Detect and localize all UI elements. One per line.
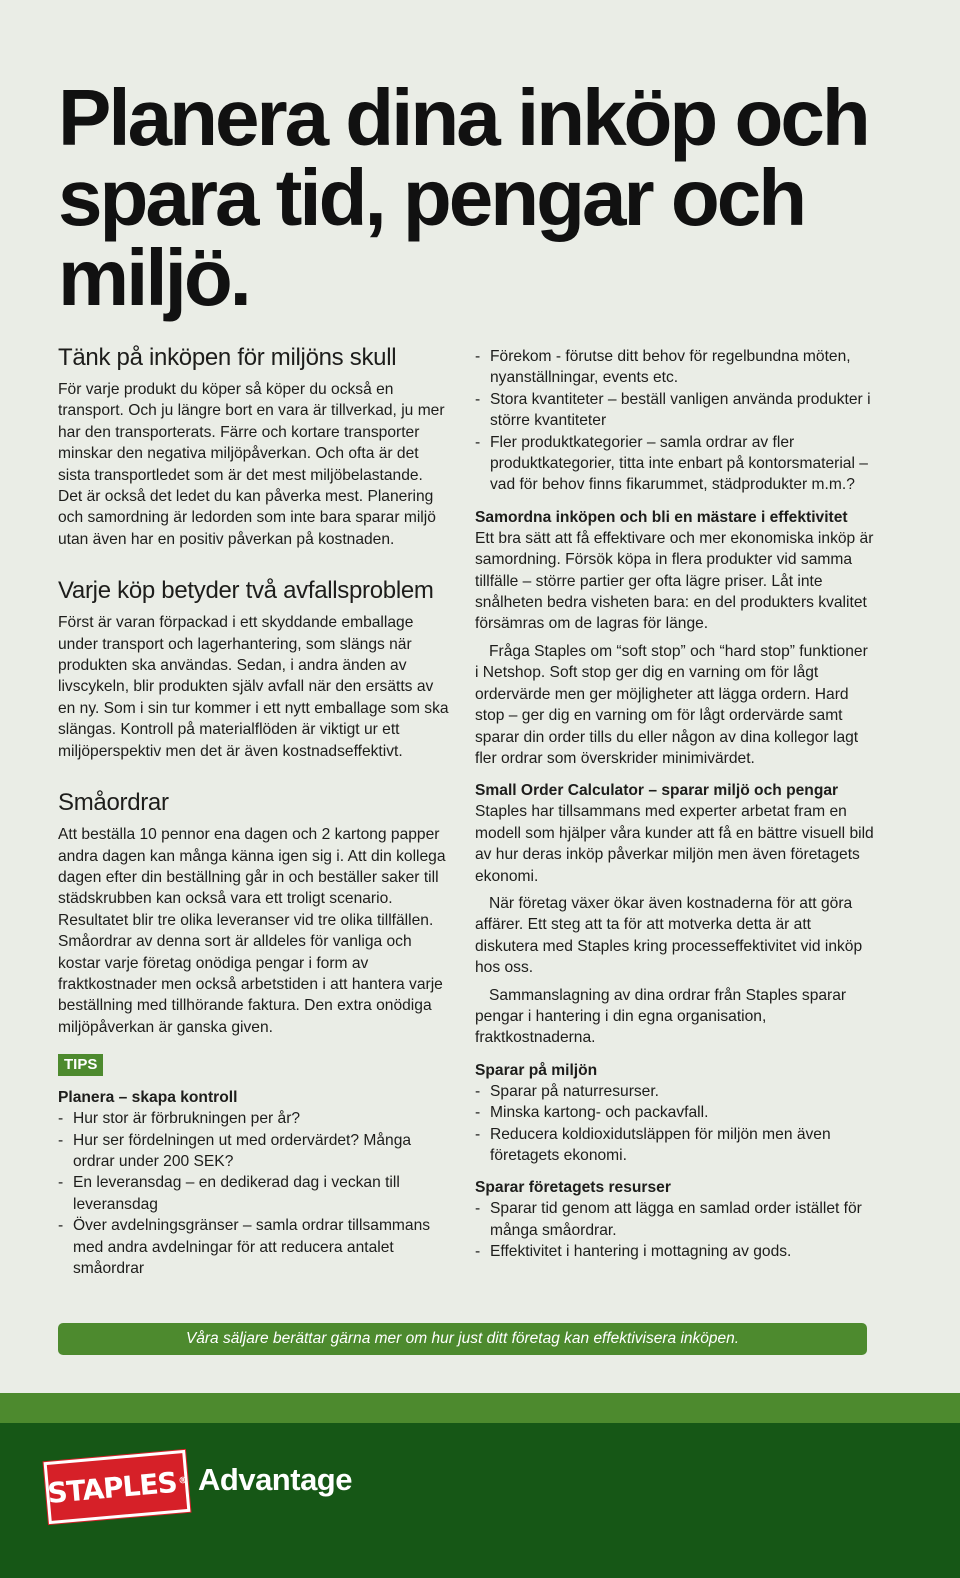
list-item: - Effektivitet i hantering i mottagning av gods. [475,1241,875,1262]
section-smaordrar [58,788,450,1038]
staples-logo [44,1450,191,1524]
registered-mark: ® [178,1475,187,1487]
section-body: För varje produkt du köper så köper du också en transport. Och ju längre bort en vara är tillverkad, ju mer har den transporterats. Färre och kortare transporter minskar den negativa miljöpåverkan. Och ofta är det sista transportledet som är det mest miljöbelastande. Det är också det ledet du kan påverka mest. Planering och samordning är ledorden som inte bara sparar miljö utan även har en positiv påverkan på kostnaden. [58,381,445,548]
advantage-wordmark: Advantage [198,1462,352,1497]
section-body: Att beställa 10 pennor ena dagen och 2 kartong papper andra dagen kan många känna igen sig i. Att din kollega dagen efter din beställning går in och beställer saker till städskrubben kan också vara ett troligt scenario. Resultatet blir tre olika leveranser vid tre olika tillfällen. Småordrar av denna sort är alldeles för vanliga och kostar varje företag onödiga pengar i form av fraktkostnader men också arbetstiden i att hantera varje beställning med tillhörande faktura. Den extra onödiga miljöpåverkan är ganska given. [58,826,446,1036]
section-avfall [58,576,450,762]
resurser-list [475,1198,875,1262]
list-item: - Minska kartong- och packavfall. [475,1102,875,1123]
intro-list [475,346,875,496]
sales-banner: Våra säljare berättar gärna mer om hur just ditt företag kan effektivisera inköpen. [58,1323,867,1355]
calc-paragraph: När företag växer ökar även kostnaderna för att göra affärer. Ett steg att ta för att motverka detta är att diskutera med Staples kring processeffektivitet vid inköp hos oss. [475,894,863,977]
calc-paragraph: Staples har tillsammans med experter arbetat fram en modell som hjälper våra kunder att få en bättre visuell bild av hur deras inköp påverkar miljön men även företagets ekonomi. [475,803,874,885]
samordna-heading: Samordna inköpen och bli en mästare i effektivitet [475,508,848,526]
page-title [58,73,918,322]
list-item: - Över avdelningsgränser – samla ordrar tillsammans med andra avdelningar för att reducera antalet småordrar [58,1215,450,1279]
title-line-1: Planera dina inköp och [58,73,868,162]
list-item: - Hur stor är förbrukningen per år? [58,1108,450,1129]
section-heading: Varje köp betyder två avfallsproblem [58,577,434,605]
logo-text: STAPLES [46,1465,178,1510]
list-item: - Stora kvantiteter – beställ vanligen använda produkter i större kvantiteter [475,389,875,432]
list-item: - Förekom - förutse ditt behov för regelbundna möten, nyanställningar, events etc. [475,346,875,389]
calc-heading: Small Order Calculator – sparar miljö och pengar [475,782,839,800]
miljo-heading: Sparar på miljön [475,1061,598,1079]
samordna-paragraph: Ett bra sätt att få effektivare och mer ekonomiska inköp är samordning. Försök köpa in flera produkter vid samma tillfälle – större partier ger ofta lägre priser. Låt inte snålheten bedra visheten bara: en del produkters kvalitet försämras om de lagras för länge. [475,529,874,633]
section-heading: Småordrar [58,789,169,817]
title-line-2: spara tid, pengar och [58,153,805,242]
calc-paragraph: Sammanslagning av dina ordrar från Staples sparar pengar i hantering i din egna organisation, fraktkostnaderna. [475,986,847,1047]
list-item: - En leveransdag – en dedikerad dag i veckan till leveransdag [58,1172,450,1215]
tips-badge: TIPS [58,1054,103,1076]
miljo-list [475,1081,875,1167]
samordna-paragraph: Fråga Staples om “soft stop” och “hard stop” funktioner i Netshop. Soft stop ger dig en varning om för lågt ordervärde men ger möjligheter att lägga ordern. Hard stop – ger dig en varning om för lågt ordervärde samt sparar din order tills du eller någon av dina kollegor lagt fler ordrar som överskrider minimivärdet. [475,642,868,767]
resurser-heading: Sparar företagets resurser [475,1179,671,1197]
footer-stripe [0,1393,960,1423]
list-item: - Fler produktkategorier – samla ordrar av fler produktkategorier, titta inte enbart på kontorsmaterial – vad för behov finns fikarummet, städprodukter m.m.? [475,432,875,496]
title-line-3: miljö. [58,233,249,322]
list-item: - Reducera koldioxidutsläppen för miljön men även företagets ekonomi. [475,1124,875,1167]
section-miljo [58,343,450,550]
right-column [475,346,875,1263]
section-heading: Tänk på inköpen för miljöns skull [58,344,397,371]
list-item: - Hur ser fördelningen ut med ordervärdet? Många ordrar under 200 SEK? [58,1130,450,1173]
tips-list [58,1108,450,1279]
tips-heading: Planera – skapa kontroll [58,1089,238,1107]
list-item: - Sparar tid genom att lägga en samlad order istället för många småordrar. [475,1198,875,1241]
section-body: Först är varan förpackad i ett skyddande emballage under transport och lagerhantering, som slängs när produkten ska användas. Sedan, i andra änden av livscykeln, blir produkten själv avfall när den ersätts av en ny. Som i sin tur kommer i ett nytt emballage som ska slängas. Kontroll på materialflöden är viktigt ur ett miljöperspektiv men det är även kostnadseffektivt. [58,614,449,760]
list-item: - Sparar på naturresurser. [475,1081,875,1102]
left-column [58,343,450,1279]
